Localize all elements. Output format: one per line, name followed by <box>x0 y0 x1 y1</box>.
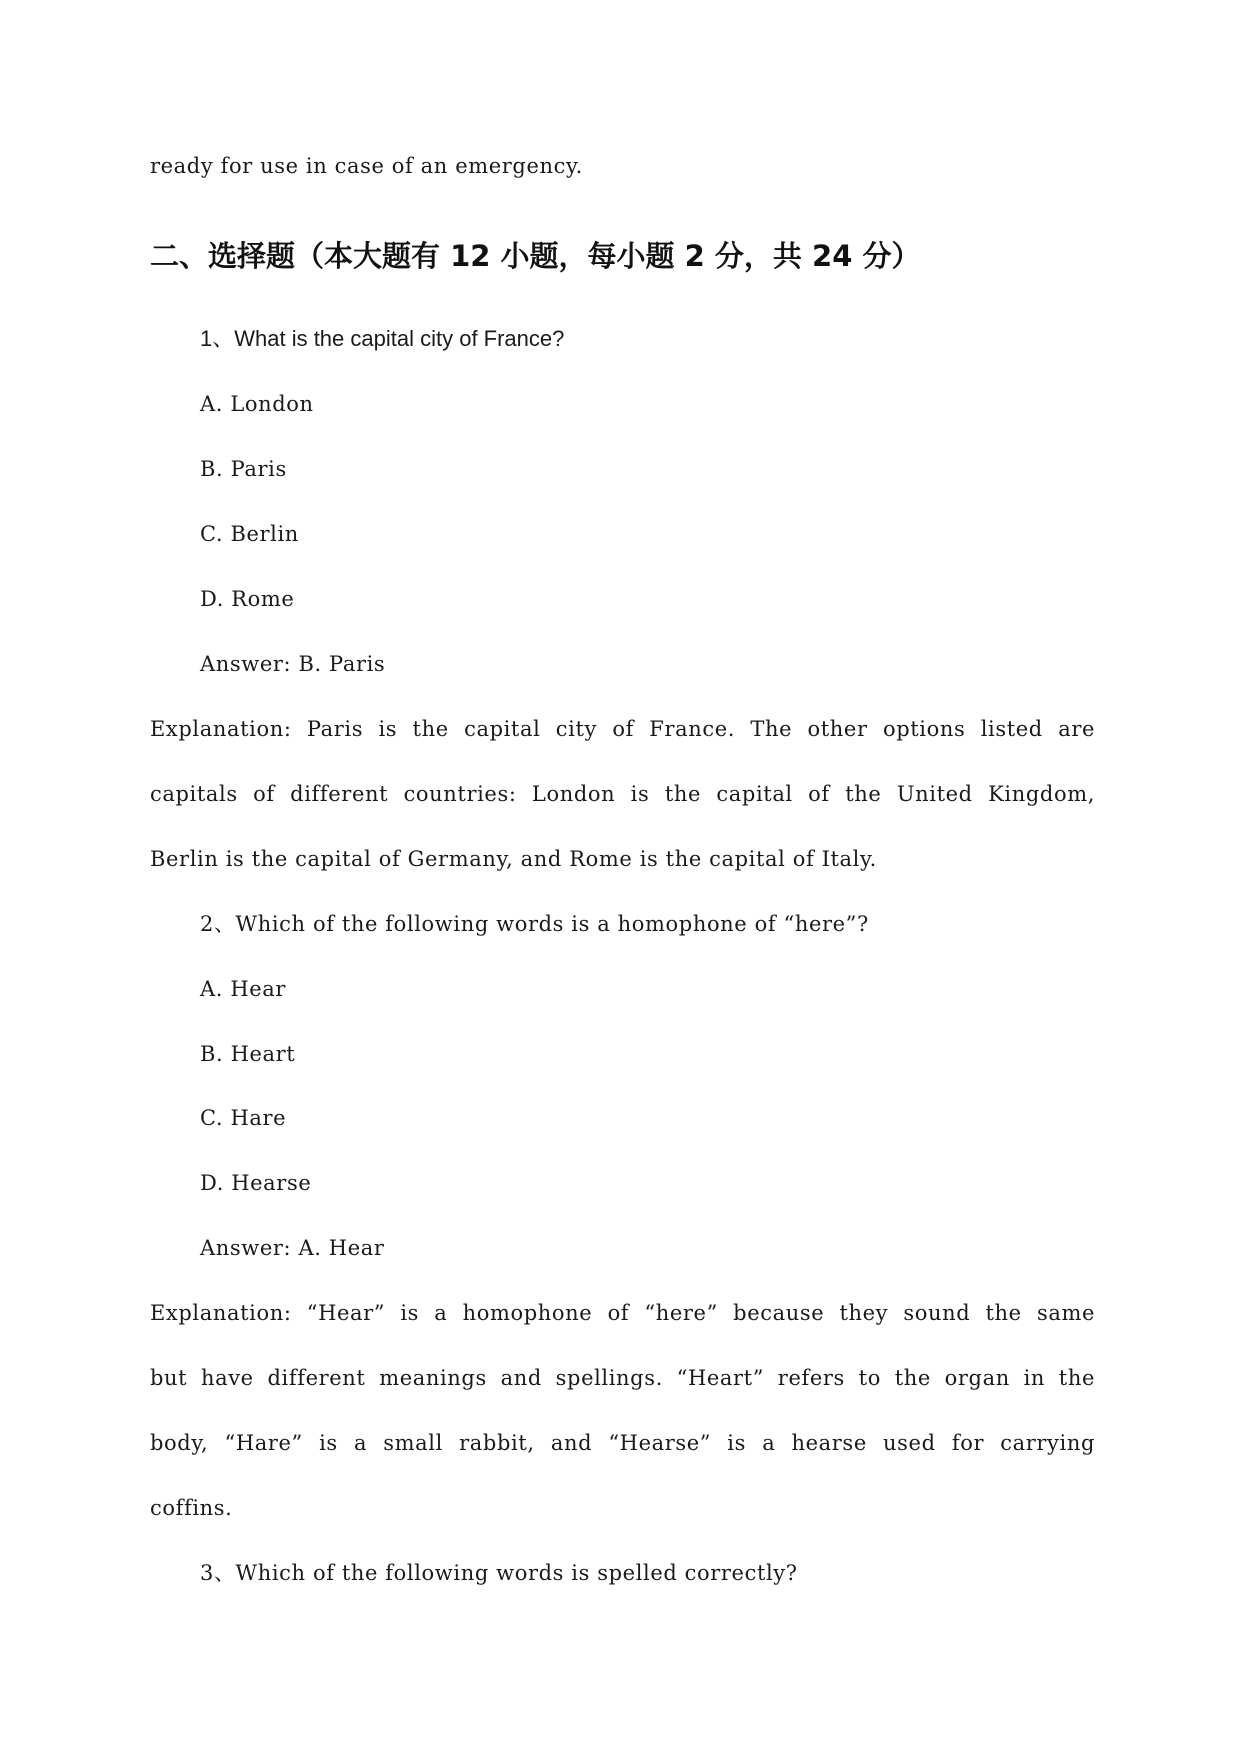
question-1-explanation-line-3: Berlin is the capital of Germany, and Rome is the capital of Italy. <box>150 847 877 871</box>
question-2-option-c: C. Hare <box>200 1106 287 1130</box>
question-2-option-b: B. Heart <box>200 1042 296 1066</box>
question-2-explanation-line-1: Explanation: “Hear” is a homophone of “here” because they sound the same <box>150 1301 1095 1325</box>
question-1-explanation-line-1: Explanation: Paris is the capital city of France. The other options listed are <box>150 717 1095 741</box>
question-2-prompt: 2、Which of the following words is a homophone of “here”? <box>200 912 869 936</box>
question-1-answer: Answer: B. Paris <box>200 652 386 676</box>
question-1-prompt: 1、What is the capital city of France? <box>200 326 565 351</box>
question-2-explanation-line-3: body, “Hare” is a small rabbit, and “Hearse” is a hearse used for carrying <box>150 1431 1095 1455</box>
question-2-option-d: D. Hearse <box>200 1171 312 1195</box>
question-1-explanation-line-2: capitals of different countries: London is the capital of the United Kingdom, <box>150 782 1095 806</box>
question-1-option-c: C. Berlin <box>200 522 299 546</box>
question-2-explanation-line-2: but have different meanings and spellings. “Heart” refers to the organ in the <box>150 1366 1095 1390</box>
question-2-answer: Answer: A. Hear <box>200 1236 385 1260</box>
intro-tail-text: ready for use in case of an emergency. <box>150 154 583 178</box>
question-1-option-b: B. Paris <box>200 457 287 481</box>
question-2-option-a: A. Hear <box>200 977 287 1001</box>
section-heading: 二、选择题（本大题有 12 小题，每小题 2 分，共 24 分） <box>150 239 921 273</box>
question-1-option-a: A. London <box>200 392 314 416</box>
question-3-prompt: 3、Which of the following words is spelled correctly? <box>200 1561 798 1585</box>
question-2-explanation-line-4: coffins. <box>150 1496 233 1520</box>
question-1-option-d: D. Rome <box>200 587 295 611</box>
